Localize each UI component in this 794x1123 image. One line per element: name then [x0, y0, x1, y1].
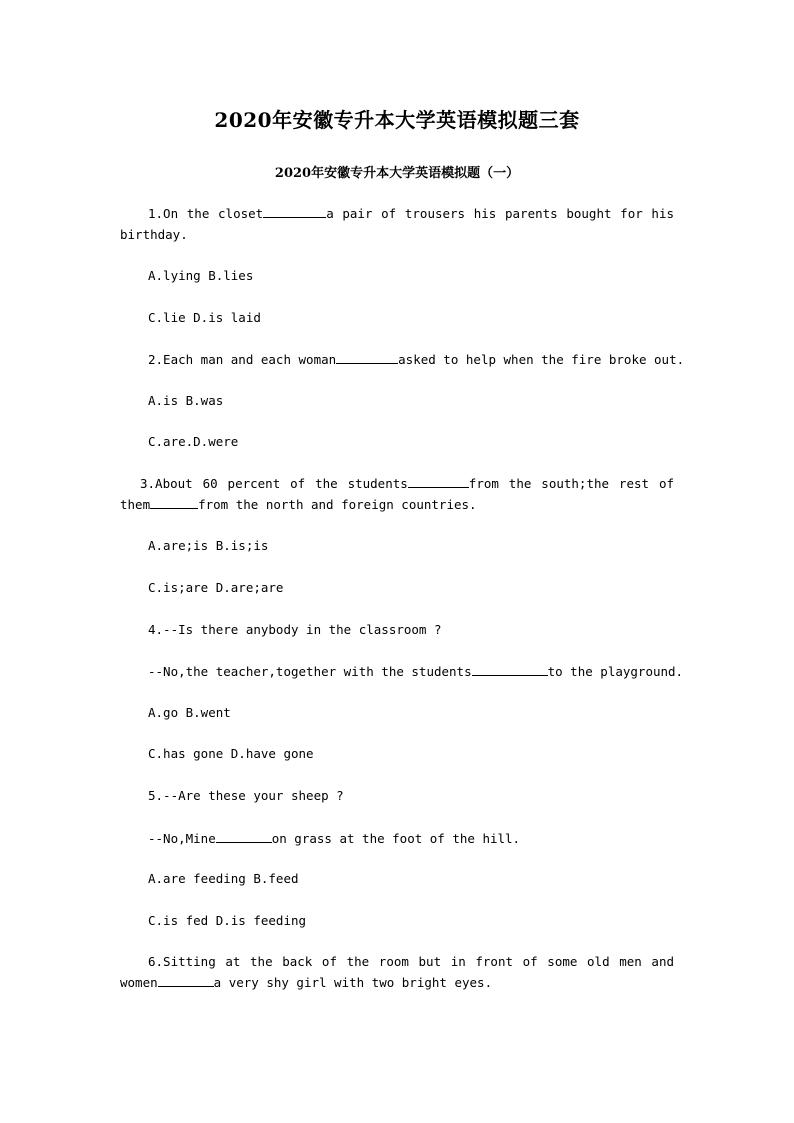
- answer-blank: [263, 205, 326, 218]
- answer-blank: [158, 974, 214, 987]
- question-1-line-1: 1.On the closet a pair of trousers his parents bought for his: [148, 206, 675, 221]
- document-title: 2020年安徽专升本大学英语模拟题三套: [214, 108, 580, 132]
- answer-blank: [150, 496, 198, 509]
- question-6: [120, 951, 674, 993]
- question-3-option-ab: A.are;is B.is;is: [148, 538, 269, 553]
- question-6-line-1: 6.Sitting at the back of the room but in front of some old men and: [148, 954, 674, 969]
- question-1-option-cd: C.lie D.is laid: [148, 310, 261, 325]
- question-3: [120, 473, 674, 515]
- answer-blank: [216, 830, 272, 843]
- question-2-option-ab: A.is B.was: [148, 393, 224, 408]
- answer-blank: [408, 475, 469, 488]
- question-5-stem: 5.--Are these your sheep ?: [148, 788, 344, 803]
- question-1-line-2: birthday.: [120, 227, 188, 242]
- question-3-line-1: 3.About 60 percent of the students from the south;the rest of: [140, 476, 674, 491]
- question-1-option-ab: A.lying B.lies: [148, 268, 254, 283]
- question-3-line-2: them from the north and foreign countries.: [120, 497, 477, 512]
- question-2-option-cd: C.are.D.were: [148, 434, 239, 449]
- question-2-stem: 2.Each man and each woman asked to help when the fire broke out.: [148, 352, 685, 367]
- document-subtitle: 2020年安徽专升本大学英语模拟题（一）: [274, 166, 520, 181]
- question-4-stem: 4.--Is there anybody in the classroom ?: [148, 622, 442, 637]
- question-5-option-ab: A.are feeding B.feed: [148, 871, 299, 886]
- answer-blank: [336, 351, 398, 364]
- question-4-option-ab: A.go B.went: [148, 705, 231, 720]
- question-6-line-2: women a very shy girl with two bright eyes.: [120, 975, 493, 990]
- question-3-option-cd: C.is;are D.are;are: [148, 580, 284, 595]
- question-5-option-cd: C.is fed D.is feeding: [148, 913, 307, 928]
- question-1: [120, 203, 674, 245]
- question-4-option-cd: C.has gone D.have gone: [148, 746, 314, 761]
- question-4-reply: --No,the teacher,together with the students to the playground.: [148, 664, 684, 679]
- question-5-reply: --No,Mine on grass at the foot of the hill.: [148, 831, 521, 846]
- answer-blank: [472, 663, 548, 676]
